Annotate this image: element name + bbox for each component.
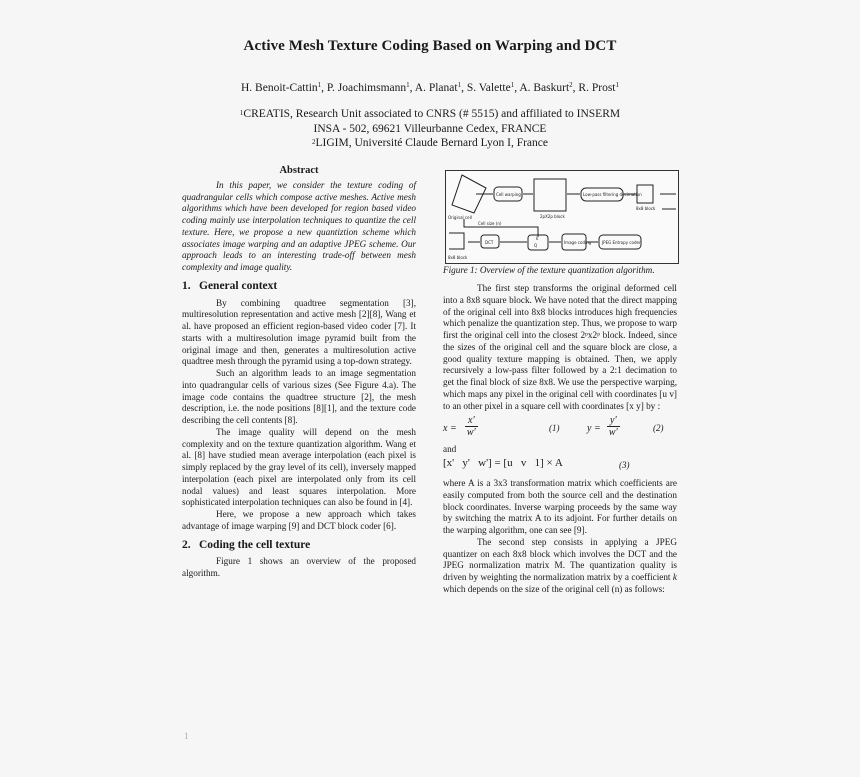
affiliation-mark: 1 [457,81,462,89]
section-heading [182,540,416,552]
paper-title: Active Mesh Texture Coding Based on Warping and DCT [243,38,617,54]
right-column [443,283,677,596]
affiliation-text: LIGIM, Université Claude Bernard Lyon I, France [315,137,548,149]
and-text: and [443,444,457,455]
block-diagram [446,171,678,263]
affiliation-mark: 2 [312,138,316,146]
label-k: k [536,236,539,241]
affiliations [0,107,860,151]
label-lowpass: Low-pass filtering decimation [583,192,642,197]
affiliation-mark: 1 [615,81,619,89]
label-dct: DCT [485,240,494,245]
eq2-fraction [607,415,620,438]
abstract-heading: Abstract [279,165,319,176]
text-span: which depends on the size of the original cell (n) as follows: [443,583,665,594]
paragraph: Such an algorithm leads to an image segmentation into quadrangular cells of various sizes (See Figure 4.a). The image code contains the quadtree structure [2], the mesh description, i.e. the node positions [8][1], and the texture code describing the cell contents [8]. [182,368,416,425]
section-title: General context [199,279,278,292]
paragraph: The first step transforms the original deformed cell into a 8x8 square block. We have noted that the direct mapping of the original cell into 8x8 blocks introduces high frequencies which penalize the quantization step. Thus, we propose to warp first the original cell into the closest 2ᵖx2ᵖ block. Indeed, since the sizes of the original cell and the square block are close, a good quality texture mapping is obtained. Then, we apply recursively a low-pass filter followed by a 2:1 decimation to get the final block of size 8x8. We use the perspective warping, which maps any pixel in the original cell with coordinates [u v] to an other pixel in a square cell with coordinates [x y] by : [443,283,677,411]
label-cell-warping: Cell warping [496,192,521,197]
affiliation-1-address: INSA - 502, 69621 Villeurbanne Cedex, FRANCE [313,122,547,135]
paragraph: where A is a 3x3 transformation matrix which coefficients are easily computed from both the source cell and the destination block coordinates. Inverse warping proceeds by the same way by switching the matrix A to its adjoint. For further details on the warping algorithm, one can see [9]. [443,478,677,535]
section-number: 1. [182,279,191,292]
figure-caption: Figure 1: Overview of the texture quantization algorithm. [443,265,655,275]
label-8x8: 8x8 block [636,206,656,211]
author-list: H. Benoit-Cattin$^1$, P. Joachimsmann$^1$, A. Planat$^1$, S. Valette$^1$, A. Baskurt$^2$, R. Prost$^1$ [240,81,619,94]
label-q: Q [534,243,538,248]
section-number: 2. [182,538,191,551]
eq1-number: (1) [549,423,560,434]
author: S. Valette [466,82,511,94]
label-jpeg: JPEG Entropy coder [602,240,641,245]
author: H. Benoit-Cattin [240,82,318,94]
text-span: The second step consists in applying a JPEG quantizer on each 8x8 block which involves the DCT and the JPEG normalization matrix M. The quantization quality is driven by weighting the normalization matrix by a coefficient [443,536,677,582]
abstract-text: In this paper, we consider the texture coding of quadrangular cells which compose active meshes. Active mesh algorithms which have been developed for region based video coding mainly use interpolation techniques to quantize the cell texture. Here, we propose a new quantiztion scheme which associates image warping and an adaptive JPEG scheme. Our approach leads to an interesting trade-off between mesh complexity and image quality. [182,179,416,272]
equation-row-1-2 [443,414,677,444]
author: A. Planat [414,82,458,94]
author: P. Joachimsmann [326,82,407,94]
eq1-numerator: x' [465,415,478,427]
author: R. Prost [578,82,616,94]
paragraph: By combining quadtree segmentation [3], multiresolution representation and active mesh [2][8], Wang et al. have proposed an efficient region-based video coder [7]. It starts with a multiresolution image pyramid built from the original image and then, generates a multiresolution active quadtree mesh through the pyramid using a top-down strategy. [182,297,416,367]
affiliation-2 [0,136,860,151]
label-image-coding: Image coding [564,240,592,245]
eq3-number: (3) [619,460,630,470]
label-8x8-bottom: 8x8 block [448,255,468,260]
eq3: [x' y' w'] = [u v 1] × A [443,457,563,469]
equation-row-3 [443,456,677,474]
eq2-denominator: w' [608,427,618,439]
affiliation-mark: 1 [239,109,244,117]
affiliation-1 [0,107,860,122]
label-cell-size: Cell size (n) [478,221,502,226]
author: A. Baskurt [519,82,570,94]
section-heading [182,281,416,293]
eq1-denominator: w' [466,427,476,439]
eq1-lhs: x = [443,423,457,435]
eq2-number: (2) [653,423,664,434]
eq1-fraction [465,415,478,438]
figure-1-diagram [445,170,679,264]
eq2-lhs: y = [587,423,601,435]
affiliation-mark: 2 [569,81,573,89]
label-original-cell: Original cell [448,215,472,220]
eq2-numerator: y' [607,415,620,427]
paragraph [443,537,677,596]
section-title: Coding the cell texture [199,538,311,551]
paragraph: Figure 1 shows an overview of the proposed algorithm. [182,556,416,578]
left-column [182,165,416,580]
affiliation-mark: 1 [510,81,515,89]
affiliation-text: CREATIS, Research Unit associated to CNRS (# 5515) and affiliated to INSERM [243,108,621,120]
variable-k: k [672,572,677,582]
page-number: 1 [184,731,189,741]
paragraph: Here, we propose a new approach which takes advantage of image warping [9] and DCT block coder [6]. [182,509,416,531]
affiliation-mark: 1 [406,81,410,89]
paragraph: The image quality will depend on the mesh complexity and on the texture quantization algorithm. Wang et al. [8] have studied mean average interpolation (each pixel is simply replaced by the gray level of its cell), inversely mapped interpolation (each pixel are interpolated only from its cell nodal values) and least squares interpolation. More sophisticated interpolation techniques can also be found in [4]. [182,426,416,508]
affiliation-mark: 1 [317,81,322,89]
label-warped-block: 2pX2p block [540,214,565,219]
